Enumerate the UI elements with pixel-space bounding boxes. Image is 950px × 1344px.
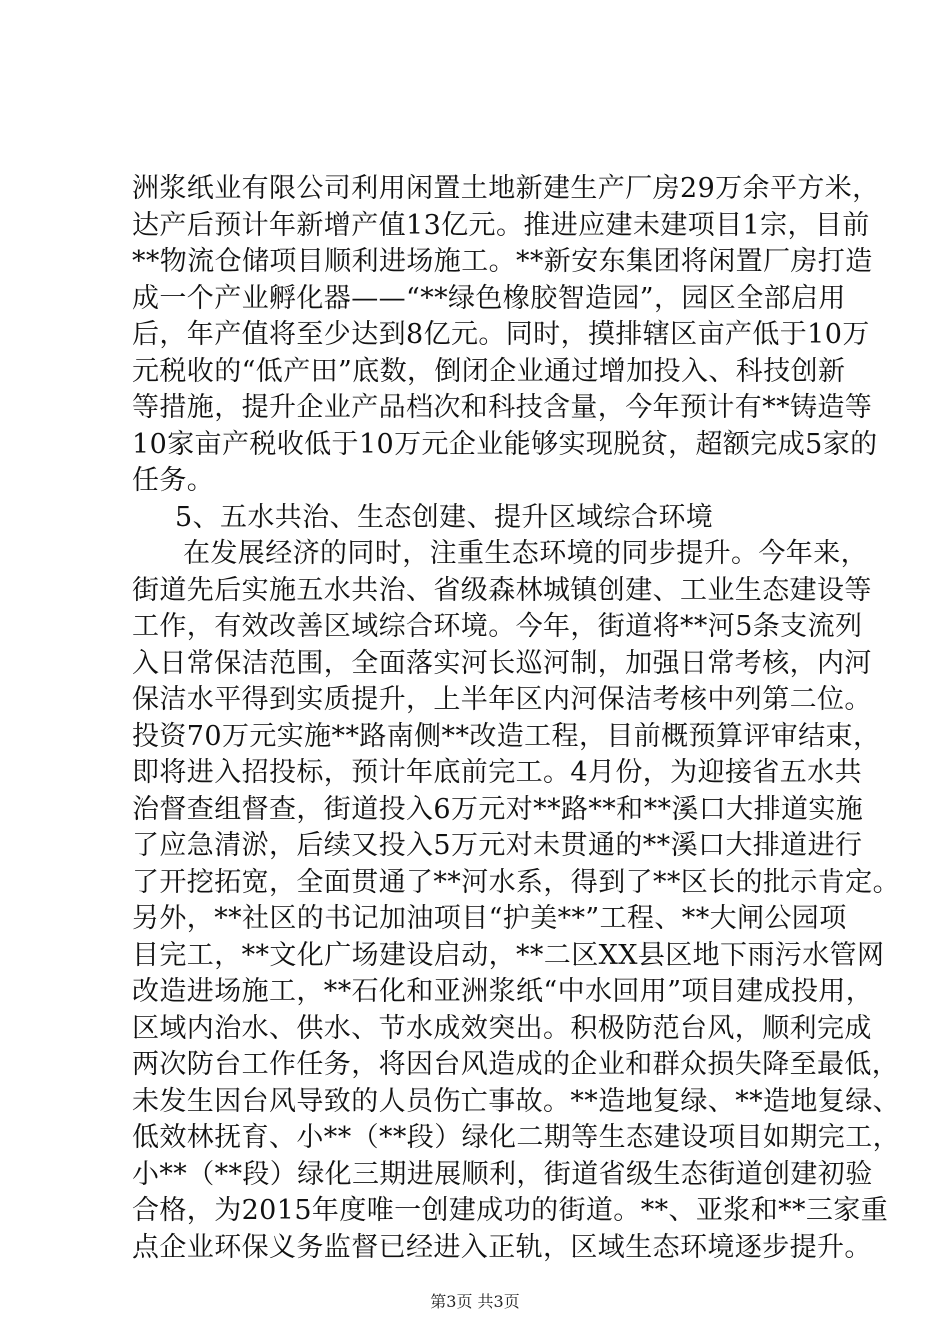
body-line: 元税收的“低产田”底数，倒闭企业通过增加投入、科技创新 — [132, 355, 846, 387]
body-line: 未发生因台风导致的人员伤亡事故。**造地复绿、**造地复绿、 — [132, 1085, 900, 1117]
body-line: 了开挖拓宽，全面贯通了**河水系，得到了**区长的批示肯定。 — [132, 866, 900, 898]
body-line: 小**（**段）绿化三期进展顺利，街道省级生态街道创建初验 — [132, 1158, 873, 1190]
body-line: 洲浆纸业有限公司利用闲置土地新建生产厂房29万余平方米， — [132, 173, 880, 204]
body-line: 区域内治水、供水、节水成效突出。积极防范台风，顺利完成 — [132, 1012, 872, 1044]
body-line: 10家亩产税收低于10万元企业能够实现脱贫，超额完成5家的 — [132, 428, 878, 460]
page-footer: 第3页 共3页 — [430, 1292, 520, 1311]
body-line: 另外，**社区的书记加油项目“护美**”工程、**大闸公园项 — [132, 903, 847, 934]
body-line: 治督查组督查，街道投入6万元对**路**和**溪口大排道实施 — [132, 793, 864, 825]
body-line: 入日常保洁范围，全面落实河长巡河制，加强日常考核，内河 — [132, 647, 872, 679]
body-line: 点企业环保义务监督已经进入正轨，区域生态环境逐步提升。 — [132, 1231, 872, 1263]
body-line: 任务。 — [132, 465, 215, 496]
body-line: 街道先后实施五水共治、省级森林城镇创建、工业生态建设等 — [132, 574, 872, 606]
section-heading: 5、五水共治、生态创建、提升区域综合环境 — [175, 501, 714, 533]
body-line: 低效林抚育、小**（**段）绿化二期等生态建设项目如期完工， — [132, 1122, 900, 1153]
body-line: 目完工，**文化广场建设启动，**二区XX县区地下雨污水管网 — [132, 939, 885, 971]
body-line: 即将进入招投标，预计年底前完工。4月份，为迎接省五水共 — [132, 757, 862, 788]
body-line: 达产后预计年新增产值13亿元。推进应建未建项目1宗，目前 — [132, 209, 870, 241]
body-line: 了应急清淤，后续又投入5万元对未贯通的**溪口大排道进行 — [132, 830, 863, 861]
body-line: 成一个产业孵化器——“**绿色橡胶智造园”，园区全部启用 — [132, 282, 846, 314]
body-line: 保洁水平得到实质提升，上半年区内河保洁考核中列第二位。 — [132, 684, 872, 715]
body-line: 两次防台工作任务，将因台风造成的企业和群众损失降至最低， — [132, 1049, 900, 1080]
body-line: 后，年产值将至少达到8亿元。同时，摸排辖区亩产低于10万 — [132, 319, 870, 350]
body-line: 改造进场施工，**石化和亚洲浆纸“中水回用”项目建成投用， — [132, 976, 874, 1007]
body-line: 工作，有效改善区域综合环境。今年，街道将**河5条支流列 — [132, 611, 863, 642]
paragraph-first-line: 在发展经济的同时，注重生态环境的同步提升。今年来， — [183, 538, 868, 569]
body-line: 合格，为2015年度唯一创建成功的街道。**、亚浆和**三家重 — [132, 1195, 889, 1226]
body-line: **物流仓储项目顺利进场施工。**新安东集团将闲置厂房打造 — [132, 246, 873, 277]
body-line: 等措施，提升企业产品档次和科技含量，今年预计有**铸造等 — [132, 392, 873, 423]
body-line: 投资70万元实施**路南侧**改造工程，目前概预算评审结束， — [132, 720, 881, 752]
